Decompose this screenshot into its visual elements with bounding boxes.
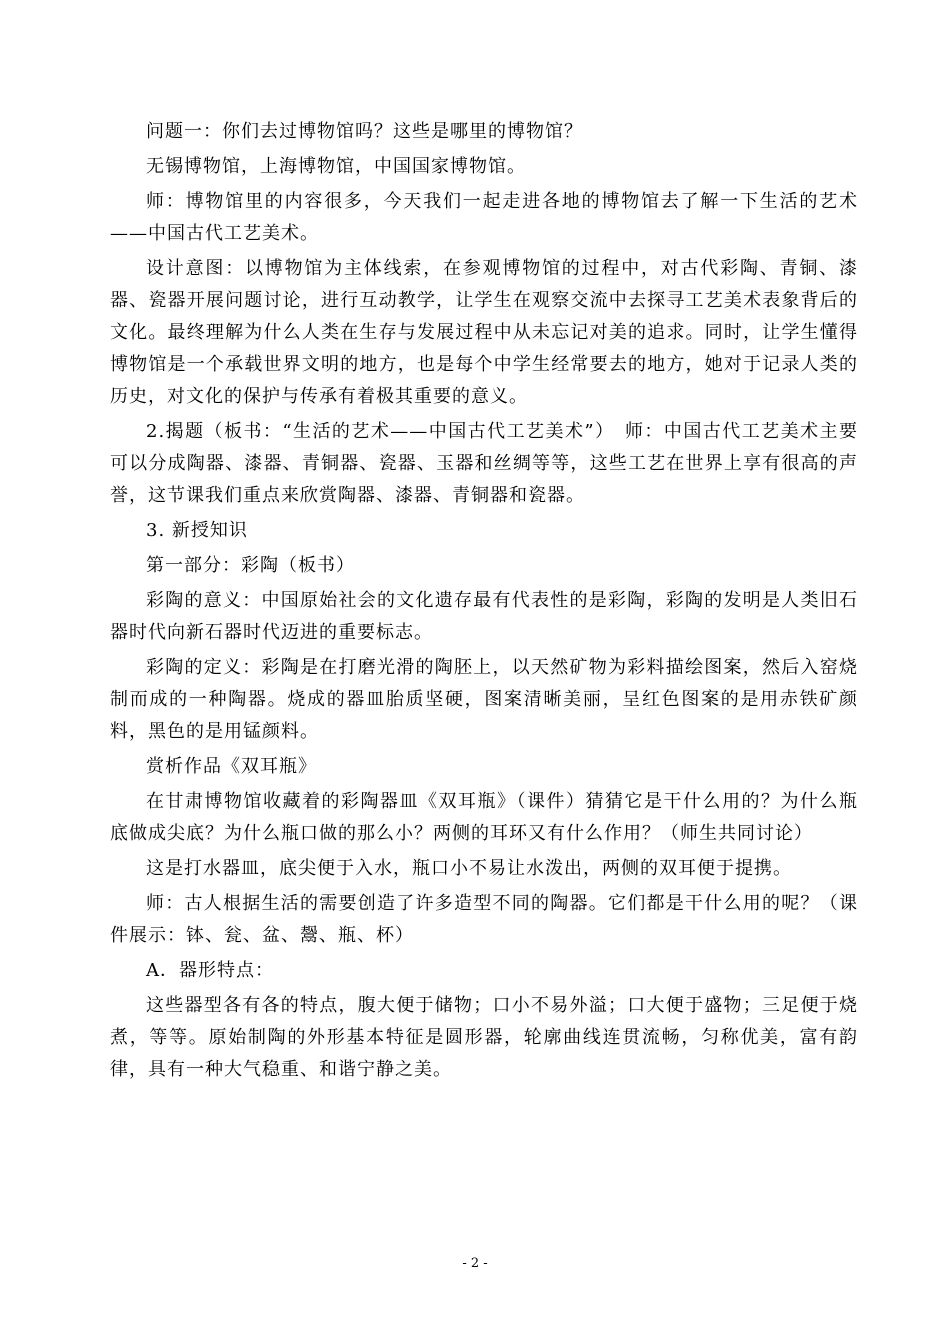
paragraph-teacher-shapes: 师：古人根据生活的需要创造了许多造型不同的陶器。它们都是干什么用的呢？（课件展示：钵、瓮、盆、鬶、瓶、杯） — [110, 893, 858, 946]
paragraph-question-one: 问题一：你们去过博物馆吗？这些是哪里的博物馆？ — [146, 121, 583, 142]
paragraph-painted-pottery-meaning: 彩陶的意义：中国原始社会的文化遗存最有代表性的是彩陶，彩陶的发明是人类旧石器时代向新石器时代迈进的重要标志。 — [110, 590, 858, 643]
page-number: - 2 - — [462, 1256, 488, 1271]
paragraph-shape-features: 这些器型各有各的特点，腹大便于储物；口小不易外溢；口大便于盛物；三足便于烧煮，等等。原始制陶的外形基本特征是圆形器，轮廓曲线连贯流畅，匀称优美，富有韵律，具有一种大气稳重、和谐宁静之美。 — [110, 995, 858, 1080]
paragraph-painted-pottery-definition: 彩陶的定义：彩陶是在打磨光滑的陶胚上，以天然矿物为彩料描绘图案，然后入窑烧制而成的一种陶器。烧成的器皿胎质坚硬，图案清晰美丽，呈红色图案的是用赤铁矿颜料，黑色的是用锰颜料。 — [110, 657, 858, 742]
paragraph-artwork-questions: 在甘肃博物馆收藏着的彩陶器皿《双耳瓶》（课件）猜猜它是干什么用的？为什么瓶底做成尖底？为什么瓶口做的那么小？两侧的耳环又有什么作用？（师生共同讨论） — [110, 791, 858, 844]
paragraph-part-one-heading: 第一部分：彩陶（板书） — [146, 555, 355, 576]
paragraph-topic-reveal: 2.揭题（板书：“生活的艺术——中国古代工艺美术”） 师：中国古代工艺美术主要可以分成陶器、漆器、青铜器、瓷器、玉器和丝绸等等，这些工艺在世界上享有很高的声誉，这节课我们重点来欣赏陶器、漆器、青铜器和瓷器。 — [110, 421, 858, 506]
document-body — [110, 116, 858, 1089]
paragraph-artwork-answer: 这是打水器皿，底尖便于入水，瓶口小不易让水泼出，两侧的双耳便于提携。 — [146, 858, 792, 879]
paragraph-teacher-intro: 师：博物馆里的内容很多，今天我们一起走进各地的博物馆去了解一下生活的艺术——中国古代工艺美术。 — [110, 191, 858, 244]
paragraph-new-knowledge-heading: 3. 新授知识 — [146, 520, 248, 541]
paragraph-answer-museums: 无锡博物馆，上海博物馆，中国国家博物馆。 — [146, 156, 526, 177]
paragraph-artwork-title: 赏析作品《双耳瓶》 — [146, 756, 317, 777]
paragraph-design-intent: 设计意图：以博物馆为主体线索，在参观博物馆的过程中，对古代彩陶、青铜、漆器、瓷器开展问题讨论，进行互动教学，让学生在观察交流中去探寻工艺美术表象背后的文化。最终理解为什么人类在生存与发展过程中从未忘记对美的追求。同时，让学生懂得博物馆是一个承载世界文明的地方，也是每个中学生经常要去的地方，她对于记录人类的历史，对文化的保护与传承有着极其重要的意义。 — [110, 258, 858, 407]
paragraph-shape-features-heading: A．器形特点： — [146, 960, 274, 981]
